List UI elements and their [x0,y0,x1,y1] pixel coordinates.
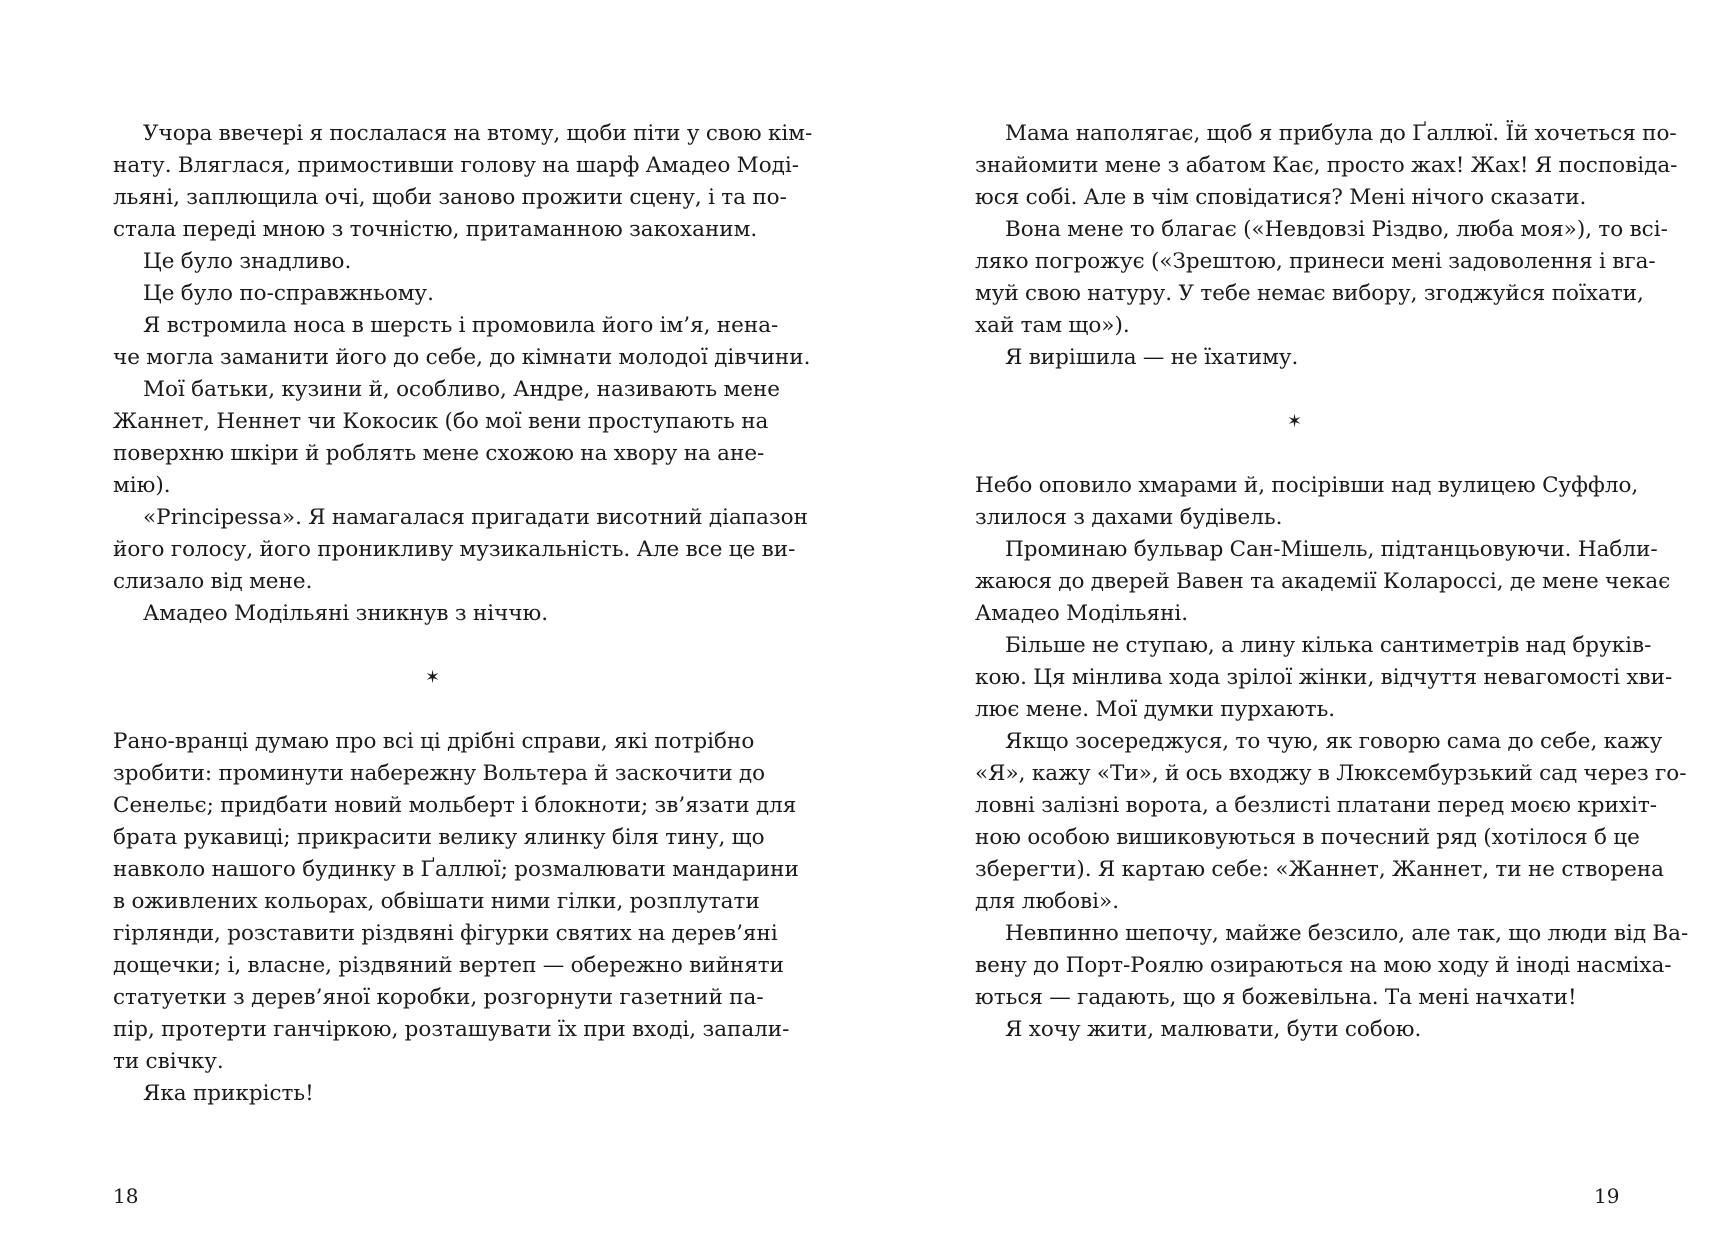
text-line: жаюся до дверей Вавен та академії Колароссі, де мене чекає [975,569,1671,594]
text-line: Рано-вранці думаю про всі ці дрібні справи, які потрібно [113,729,755,754]
text-line: льяні, заплющила очі, щоби заново прожити сцену, і та по- [113,185,787,210]
text-line: Це було по-справжньому. [143,281,434,306]
text-line: «Я», кажу «Ти», й ось входжу в Люксембурзький сад через го- [975,761,1687,786]
text-line: ною особою вишиковуються в почесний ряд (хотілося б це [975,825,1640,850]
right-page [975,118,1689,1046]
text-line: Якщо зосереджуся, то чую, як говорю сама до себе, кажу [1005,729,1663,754]
text-line: Я хочу жити, малювати, бути собою. [1005,1017,1422,1042]
text-line: вену до Порт-Роялю озираються на мою ходу й іноді насміха- [975,953,1672,978]
text-line: гірлянди, розставити різдвяні фігурки святих на дерев’яні [113,921,778,946]
text-line: Сенельє; придбати новий мольберт і блокноти; зв’язати для [113,793,797,818]
text-line: Мама наполягає, щоб я прибула до Ґаллюї. Їй хочеться по- [1005,121,1677,146]
text-line: че могла заманити його до себе, до кімнати молодої дівчини. [113,345,811,370]
text-line: Більше не ступаю, а лину кілька сантиметрів над бруків- [1005,633,1652,658]
text-line: злилося з дахами будівель. [975,505,1283,530]
text-line: в оживлених кольорах, обвішати ними гілки, розплутати [113,889,760,914]
text-line: Мої батьки, кузини й, особливо, Андре, називають мене [143,377,780,402]
text-line: зберегти). Я картаю себе: «Жаннет, Жаннет, ти не створена [975,857,1664,882]
text-line: Яка прикрість! [143,1081,314,1106]
text-line: навколо нашого будинку в Ґаллюї; розмалювати мандарини [113,857,799,882]
text-line: Небо оповило хмарами й, посірівши над вулицею Суффло, [975,473,1639,498]
text-line: Вона мене то благає («Невдовзі Різдво, люба моя»), то всі- [1005,217,1668,242]
text-line: для любові». [975,889,1120,914]
text-line: Це було знадливо. [143,249,352,274]
text-line: Учора ввечері я послалася на втому, щоби піти у свою кім- [143,121,813,146]
text-line: зробити: проминути набережну Вольтера й заскочити до [113,761,766,786]
text-line: «Principessa». Я намагалася пригадати висотний діапазон [143,505,808,530]
text-line: слизало від мене. [113,569,313,594]
text-line: муй свою натуру. У тебе немає вибору, згоджуйся поїхати, [975,281,1644,306]
text-line: Амадео Модільяні зникнув з ніччю. [143,601,549,626]
text-line: хай там що»). [975,313,1130,338]
text-line: його голосу, його проникливу музикальність. Але все це ви- [113,537,796,562]
left-page-number: 18 [113,1184,139,1208]
text-line: лює мене. Мої думки пурхають. [975,697,1336,722]
text-line: Невпинно шепочу, майже безсило, але так, що люди від Ва- [1005,921,1689,946]
text-line: знайомити мене з абатом Кає, просто жах! Жах! Я посповіда- [975,153,1678,178]
left-page [113,118,813,1110]
text-line: нату. Вляглася, примостивши голову на шарф Амадео Моді- [113,153,800,178]
text-line: Проминаю бульвар Сан-Мішель, підтанцьовуючи. Набли- [1005,537,1658,562]
text-line: ються — гадають, що я божевільна. Та мені начхати! [975,985,1577,1010]
text-line: дощечки; і, власне, різдвяний вертеп — обережно вийняти [113,953,785,978]
text-line: ловні залізні ворота, а безлисті платани перед моєю крихіт- [975,793,1657,818]
text-line: юся собі. Але в чім сповідатися? Мені нічого сказати. [975,185,1587,210]
text-line: стала переді мною з точністю, притаманною закоханим. [113,217,758,242]
text-line: Я встромила носа в шерсть і промовила його ім’я, нена- [143,313,779,338]
text-line: мію). [113,473,171,498]
text-line: брата рукавиці; прикрасити велику ялинку біля тину, що [113,825,765,850]
section-gap [113,694,752,726]
section-gap [975,374,1614,406]
text-line: Амадео Модільяні. [975,601,1189,626]
section-gap [975,438,1614,470]
section-break-ornament: ✶ [424,667,441,688]
section-gap [113,630,752,662]
text-line: Я вирішила — не їхатиму. [1005,345,1299,370]
text-line: поверхню шкіри й роблять мене схожою на хвору на ане- [113,441,765,466]
text-line: ти свічку. [113,1049,224,1074]
text-line: Жаннет, Неннет чи Кокосик (бо мої вени проступають на [113,409,769,434]
text-line: ляко погрожує («Зрештою, принеси мені задоволення і вга- [975,249,1656,274]
text-line: кою. Ця мінлива хода зрілої жінки, відчуття невагомості хви- [975,665,1673,690]
text-line: пір, протерти ганчіркою, розташувати їх при вході, запали- [113,1017,790,1042]
section-break-ornament: ✶ [1286,411,1303,432]
text-line: статуетки з дерев’яної коробки, розгорнути газетний па- [113,985,764,1010]
right-page-number: 19 [1594,1184,1620,1208]
